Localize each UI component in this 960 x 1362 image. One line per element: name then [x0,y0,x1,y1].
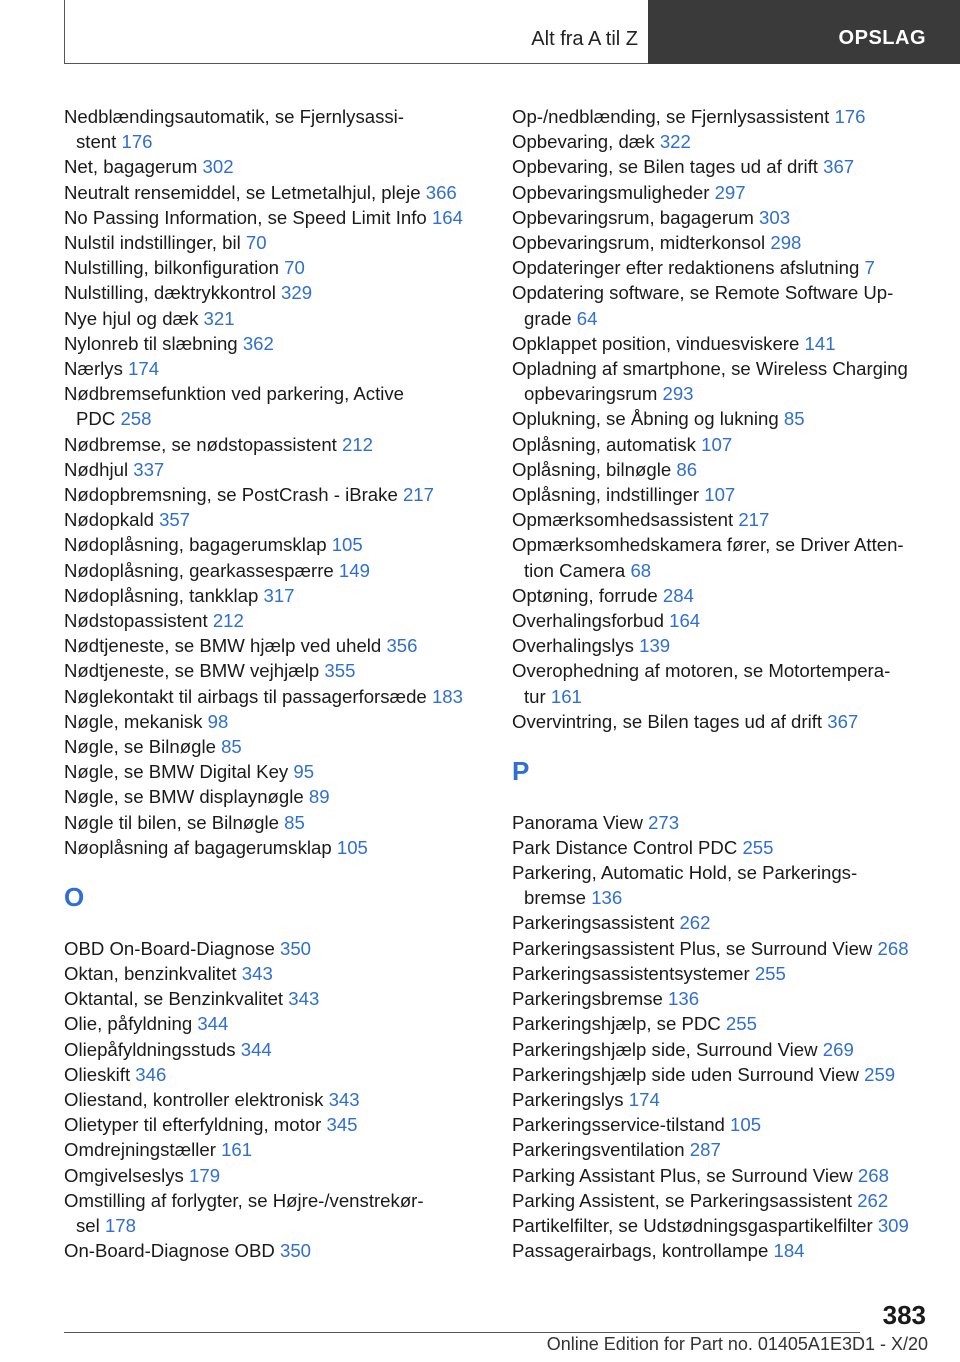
page-link[interactable]: 293 [662,383,694,405]
index-entry [512,1062,932,1087]
index-entry [512,860,932,885]
index-entry [64,180,484,205]
page-link[interactable]: 86 [676,458,698,480]
index-entry [64,734,484,759]
index-entry [64,1087,484,1112]
index-entry-text: Parkeringsventilation [512,1139,685,1161]
page-link[interactable]: 179 [189,1164,221,1186]
index-entry-text: Omdrejningstæller [64,1139,216,1161]
index-entry-text: Nødoplåsning, bagagerumsklap [64,534,327,556]
index-entry-text: Nærlys [64,358,123,380]
index-entry [512,1238,932,1263]
index-entry-text: Oplukning, se Åbning og lukning [512,408,779,430]
page-link[interactable]: 302 [202,156,234,178]
index-column-left [64,104,484,1263]
page-link[interactable]: 268 [857,1164,889,1186]
page-link[interactable]: 105 [331,534,363,556]
index-entry-text: Overhalingslys [512,635,634,657]
index-entry [64,154,484,179]
index-entry-continuation [512,558,932,583]
index-entry [64,936,484,961]
index-entry-text: Opbevaringsmuligheder [512,181,710,203]
index-entry [512,331,932,356]
index-entry [512,1112,932,1137]
index-entry [512,1011,932,1036]
index-entry-continuation [64,129,484,154]
index-entry-text: Opdateringer efter redaktionens afslutning [512,257,860,279]
page-link[interactable]: 70 [245,232,267,254]
page-link[interactable]: 98 [207,710,229,732]
index-entry-text: tur [524,685,546,707]
index-entry-text: Parkeringsbremse [512,988,663,1010]
page-link[interactable]: 85 [783,408,805,430]
index-entry [512,986,932,1011]
index-entry [64,532,484,557]
page-link[interactable]: 297 [714,181,746,203]
page-link[interactable]: 136 [668,988,700,1010]
page-link[interactable]: 273 [648,811,680,833]
footer-rule [64,1332,860,1333]
index-entry [512,457,932,482]
index-entry-text: Omgivelseslys [64,1164,184,1186]
index-entry-text: tion Camera [524,559,626,581]
index-entry-text: Opbevaringsrum, midterkonsol [512,232,766,254]
footer-edition: Online Edition for Part no. 01405A1E3D1 - X/20 [546,1334,928,1354]
page-link[interactable]: 344 [197,1013,229,1035]
page-link[interactable]: 255 [725,1013,757,1035]
page-link[interactable]: 161 [221,1139,253,1161]
index-entry-text: Nødoplåsning, gearkassespærre [64,559,334,581]
page-link[interactable]: 161 [550,685,582,707]
index-entry-text: No Passing Information, se Speed Limit Info [64,206,427,228]
index-entry-text: Nøgle, se BMW Digital Key [64,761,289,783]
section-letter: O [64,882,85,913]
index-entry [512,1188,932,1213]
page-link[interactable]: 141 [804,332,836,354]
page-link[interactable]: 184 [773,1240,805,1262]
page-link[interactable]: 174 [128,358,160,380]
page-link[interactable]: 345 [326,1114,358,1136]
index-entry [512,482,932,507]
page-link[interactable]: 356 [386,635,418,657]
index-entry-text: Nødstopassistent [64,610,208,632]
page-link[interactable]: 95 [293,761,315,783]
index-entry [512,961,932,986]
index-entry-continuation [512,684,932,709]
page-link[interactable]: 164 [431,206,463,228]
page-link[interactable]: 346 [135,1063,167,1085]
index-entry [512,532,932,557]
page-link[interactable]: 217 [738,509,770,531]
index-entry-text: Neutralt rensemiddel, se Letmetalhjul, pleje [64,181,421,203]
page-link[interactable]: 139 [639,635,671,657]
index-entry-text: Nøoplåsning af bagagerumsklap [64,836,332,858]
page-link[interactable]: 7 [864,257,875,279]
index-entry [64,1011,484,1036]
index-entry-text: Partikelfilter, se Udstødningsgaspartikelfilter [512,1214,873,1236]
index-entry-text: Opmærksomhedsassistent [512,509,734,531]
index-entry-text: Opdatering software, se Remote Software Up- [512,282,894,304]
index-entry-text: Opmærksomhedskamera fører, se Driver Atten- [512,534,904,556]
header-section-title: Alt fra A til Z [531,28,638,50]
index-entry [64,986,484,1011]
index-entry-text: Panorama View [512,811,643,833]
index-entry-continuation [512,885,932,910]
index-entry [512,507,932,532]
index-entry-text: Oliestand, kontroller elektronisk [64,1088,324,1110]
index-entry-text: Overophedning af motoren, se Motortempera- [512,660,891,682]
page-link[interactable]: 355 [324,660,356,682]
index-entry-text: Op-/nedblænding, se Fjernlysassistent [512,106,830,127]
index-entry [512,910,932,935]
index-entry [512,230,932,255]
index-entry-text: Oliepåfyldningsstuds [64,1038,236,1060]
index-entry-text: Nøgle, se BMW displaynøgle [64,786,304,808]
page-link[interactable]: 217 [402,484,434,506]
page-link[interactable]: 284 [662,584,694,606]
index-entry-text: Nulstilling, bilkonfiguration [64,257,279,279]
page-link[interactable]: 343 [288,988,320,1010]
index-entry [64,280,484,305]
index-entry [512,205,932,230]
index-entry [512,1087,932,1112]
index-entry [64,810,484,835]
index-entry [64,709,484,734]
page-link[interactable]: 70 [284,257,305,279]
index-entry [64,482,484,507]
page-link[interactable]: 309 [877,1214,909,1236]
page-link[interactable]: 343 [241,962,273,984]
index-entry [64,1137,484,1162]
index-entry [64,759,484,784]
index-entry [512,432,932,457]
page-link[interactable]: 350 [280,937,312,959]
page-link[interactable]: 262 [857,1189,889,1211]
index-entry [512,280,932,305]
page-link[interactable]: 68 [630,559,652,581]
page-link[interactable]: 366 [425,181,457,203]
index-entry [64,583,484,608]
header-left-rule [64,0,65,64]
page-link[interactable]: 164 [669,610,701,632]
page-link[interactable]: 183 [431,685,463,707]
index-entry-text: Parkeringsassistent [512,912,675,934]
index-entry [64,658,484,683]
header-bottom-rule [64,63,648,64]
index-entry-text: Overhalingsforbud [512,610,664,632]
index-entry-text: Net, bagagerum [64,156,198,178]
index-entry-text: sel [76,1214,100,1236]
index-entry-text: Nylonreb til slæbning [64,332,238,354]
index-entry-text: grade [524,307,572,329]
index-entry [64,507,484,532]
index-entry [512,709,932,734]
index-entry-text: Parkeringsservice-tilstand [512,1114,725,1136]
header-tab-label: OPSLAG [838,27,926,49]
index-entry [512,1213,932,1238]
section-letter: P [512,756,530,787]
index-entry [64,104,484,129]
page-link[interactable]: 322 [659,131,691,153]
index-entry-text: Olie, påfyldning [64,1013,193,1035]
index-entry-text: Opbevaring, se Bilen tages ud af drift [512,156,818,178]
page-link[interactable]: 176 [121,131,153,153]
index-entry-text: Oplåsning, automatisk [512,433,696,455]
page-link[interactable]: 343 [328,1088,360,1110]
page-link[interactable]: 268 [877,937,909,959]
index-entry [512,406,932,431]
index-entry-text: Nøgle til bilen, se Bilnøgle [64,811,279,833]
index-entry-text: Olietyper til efterfyldning, motor [64,1114,322,1136]
index-entry [64,432,484,457]
index-entry [64,835,484,860]
index-entry-continuation [512,381,932,406]
page-link[interactable]: 212 [342,433,374,455]
index-entry-text: Nødtjeneste, se BMW vejhjælp [64,660,320,682]
index-column-right [512,104,932,1263]
index-entry [512,633,932,658]
header-tab[interactable] [648,0,960,64]
index-entry-continuation [64,406,484,431]
index-entry-text: Nødhjul [64,458,129,480]
page-link[interactable]: 362 [242,332,274,354]
page-link[interactable]: 107 [704,484,736,506]
index-entry [512,1037,932,1062]
index-entry-text: Omstilling af forlygter, se Højre-/venstrekør- [64,1189,424,1211]
page-link[interactable]: 303 [759,206,791,228]
index-entry [512,104,932,129]
index-entry-text: Olieskift [64,1063,131,1085]
index-entry [64,381,484,406]
index-entry [64,255,484,280]
index-entry [64,1062,484,1087]
page-link[interactable]: 329 [281,282,313,304]
index-entry [64,684,484,709]
page-link[interactable]: 89 [308,786,330,808]
index-entry-text: Passagerairbags, kontrollampe [512,1240,769,1262]
index-entry-text: Parkeringshjælp side, Surround View [512,1038,818,1060]
index-entry-text: Optøning, forrude [512,584,658,606]
index-entry [64,230,484,255]
page-link[interactable]: 176 [834,106,866,127]
index-entry [64,1238,484,1263]
page-link[interactable]: 255 [754,962,786,984]
index-entry-text: Overvintring, se Bilen tages ud af drift [512,710,823,732]
index-entry-text: Oplåsning, indstillinger [512,484,700,506]
index-entry [64,608,484,633]
index-entry-text: Nøgle, mekanisk [64,710,203,732]
index-entry-text: bremse [524,887,587,909]
index-entry-text: Opbevaring, dæk [512,131,655,153]
index-entry-text: opbevaringsrum [524,383,658,405]
page-link[interactable]: 367 [827,710,859,732]
index-entry-text: Nøgle, se Bilnøgle [64,736,216,758]
index-entry [64,1163,484,1188]
index-entry [512,129,932,154]
page-link[interactable]: 255 [742,836,774,858]
index-entry [64,331,484,356]
page-link[interactable]: 85 [221,736,242,758]
index-entry [64,1112,484,1137]
page-link[interactable]: 367 [823,156,855,178]
page-link[interactable]: 107 [701,433,733,455]
page-link[interactable]: 105 [336,836,368,858]
page-link[interactable]: 85 [284,811,305,833]
index-entry-text: Nøglekontakt til airbags til passagerforsæde [64,685,427,707]
page-link[interactable]: 269 [822,1038,854,1060]
page-link[interactable]: 149 [338,559,370,581]
index-entry-text: Oktantal, se Benzinkvalitet [64,988,284,1010]
index-entry-text: stent [76,131,117,153]
index-entry-text: On-Board-Diagnose OBD [64,1240,275,1262]
index-entry [64,633,484,658]
page-link[interactable]: 136 [591,887,623,909]
index-entry-continuation [64,1213,484,1238]
page-link[interactable]: 259 [864,1063,896,1085]
index-entry-text: Oktan, benzinkvalitet [64,962,237,984]
page-link[interactable]: 317 [263,584,295,606]
page-link[interactable]: 178 [104,1214,136,1236]
index-entry-text: Parking Assistant Plus, se Surround View [512,1164,853,1186]
page-link[interactable]: 350 [280,1240,312,1262]
index-entry [512,810,932,835]
index-entry-text: Nulstilling, dæktrykkontrol [64,282,276,304]
index-entry-text: Parkeringshjælp, se PDC [512,1013,721,1035]
index-entry-text: Parkeringshjælp side uden Surround View [512,1063,859,1085]
index-entry-text: Nødbremse, se nødstopassistent [64,433,337,455]
page-link[interactable]: 105 [730,1114,762,1136]
index-entry-text: Opklappet position, vinduesviskere [512,332,800,354]
index-entry [512,180,932,205]
index-entry-text: Park Distance Control PDC [512,836,738,858]
index-entry [64,1037,484,1062]
index-entry-text: Parkeringslys [512,1088,624,1110]
page-number: 383 [882,1300,926,1330]
index-entry-text: Parkeringsassistent Plus, se Surround View [512,937,873,959]
page-link[interactable]: 174 [628,1088,660,1110]
page-link[interactable]: 262 [679,912,711,934]
index-entry [64,558,484,583]
index-entry-continuation [512,306,932,331]
index-entry-text: Parking Assistent, se Parkeringsassistent [512,1189,853,1211]
index-entry-text: Opladning af smartphone, se Wireless Charging [512,358,908,380]
index-entry-text: Nye hjul og dæk [64,307,199,329]
page-link[interactable]: 344 [240,1038,272,1060]
index-entry-text: Oplåsning, bilnøgle [512,458,672,480]
index-entry [64,1188,484,1213]
index-entry [512,835,932,860]
index-entry [64,961,484,986]
index-entry [512,936,932,961]
page-link[interactable]: 298 [770,232,802,254]
page-link[interactable]: 64 [576,307,598,329]
page-link[interactable]: 357 [159,509,191,531]
index-entry-text: Parkeringsassistentsystemer [512,962,750,984]
index-entry [512,356,932,381]
page-link[interactable]: 258 [120,408,152,430]
page-link[interactable]: 337 [133,458,165,480]
index-entry-text: Parkering, Automatic Hold, se Parkerings- [512,862,858,884]
index-entry-text: Nulstil indstillinger, bil [64,232,241,254]
index-entry [512,583,932,608]
page-link[interactable]: 212 [212,610,244,632]
index-entry-text: Nedblændingsautomatik, se Fjernlysassi- [64,106,404,127]
index-entry-text: Nødopkald [64,509,154,531]
index-entry [64,784,484,809]
index-entry-text: Nødtjeneste, se BMW hjælp ved uheld [64,635,382,657]
page-link[interactable]: 321 [203,307,235,329]
index-entry [64,306,484,331]
index-entry [64,356,484,381]
index-entry [64,457,484,482]
index-entry [64,205,484,230]
index-entry-text: PDC [76,408,116,430]
index-entry-text: Nødopbremsning, se PostCrash - iBrake [64,484,398,506]
index-entry-text: OBD On-Board-Diagnose [64,937,275,959]
index-entry-text: Nødoplåsning, tankklap [64,584,259,606]
page-link[interactable]: 287 [689,1139,721,1161]
index-entry [512,1163,932,1188]
index-entry-text: Nødbremsefunktion ved parkering, Active [64,383,405,405]
index-entry [512,608,932,633]
index-entry [512,658,932,683]
index-entry-text: Opbevaringsrum, bagagerum [512,206,754,228]
index-entry [512,154,932,179]
index-entry [512,1137,932,1162]
index-entry [512,255,932,280]
